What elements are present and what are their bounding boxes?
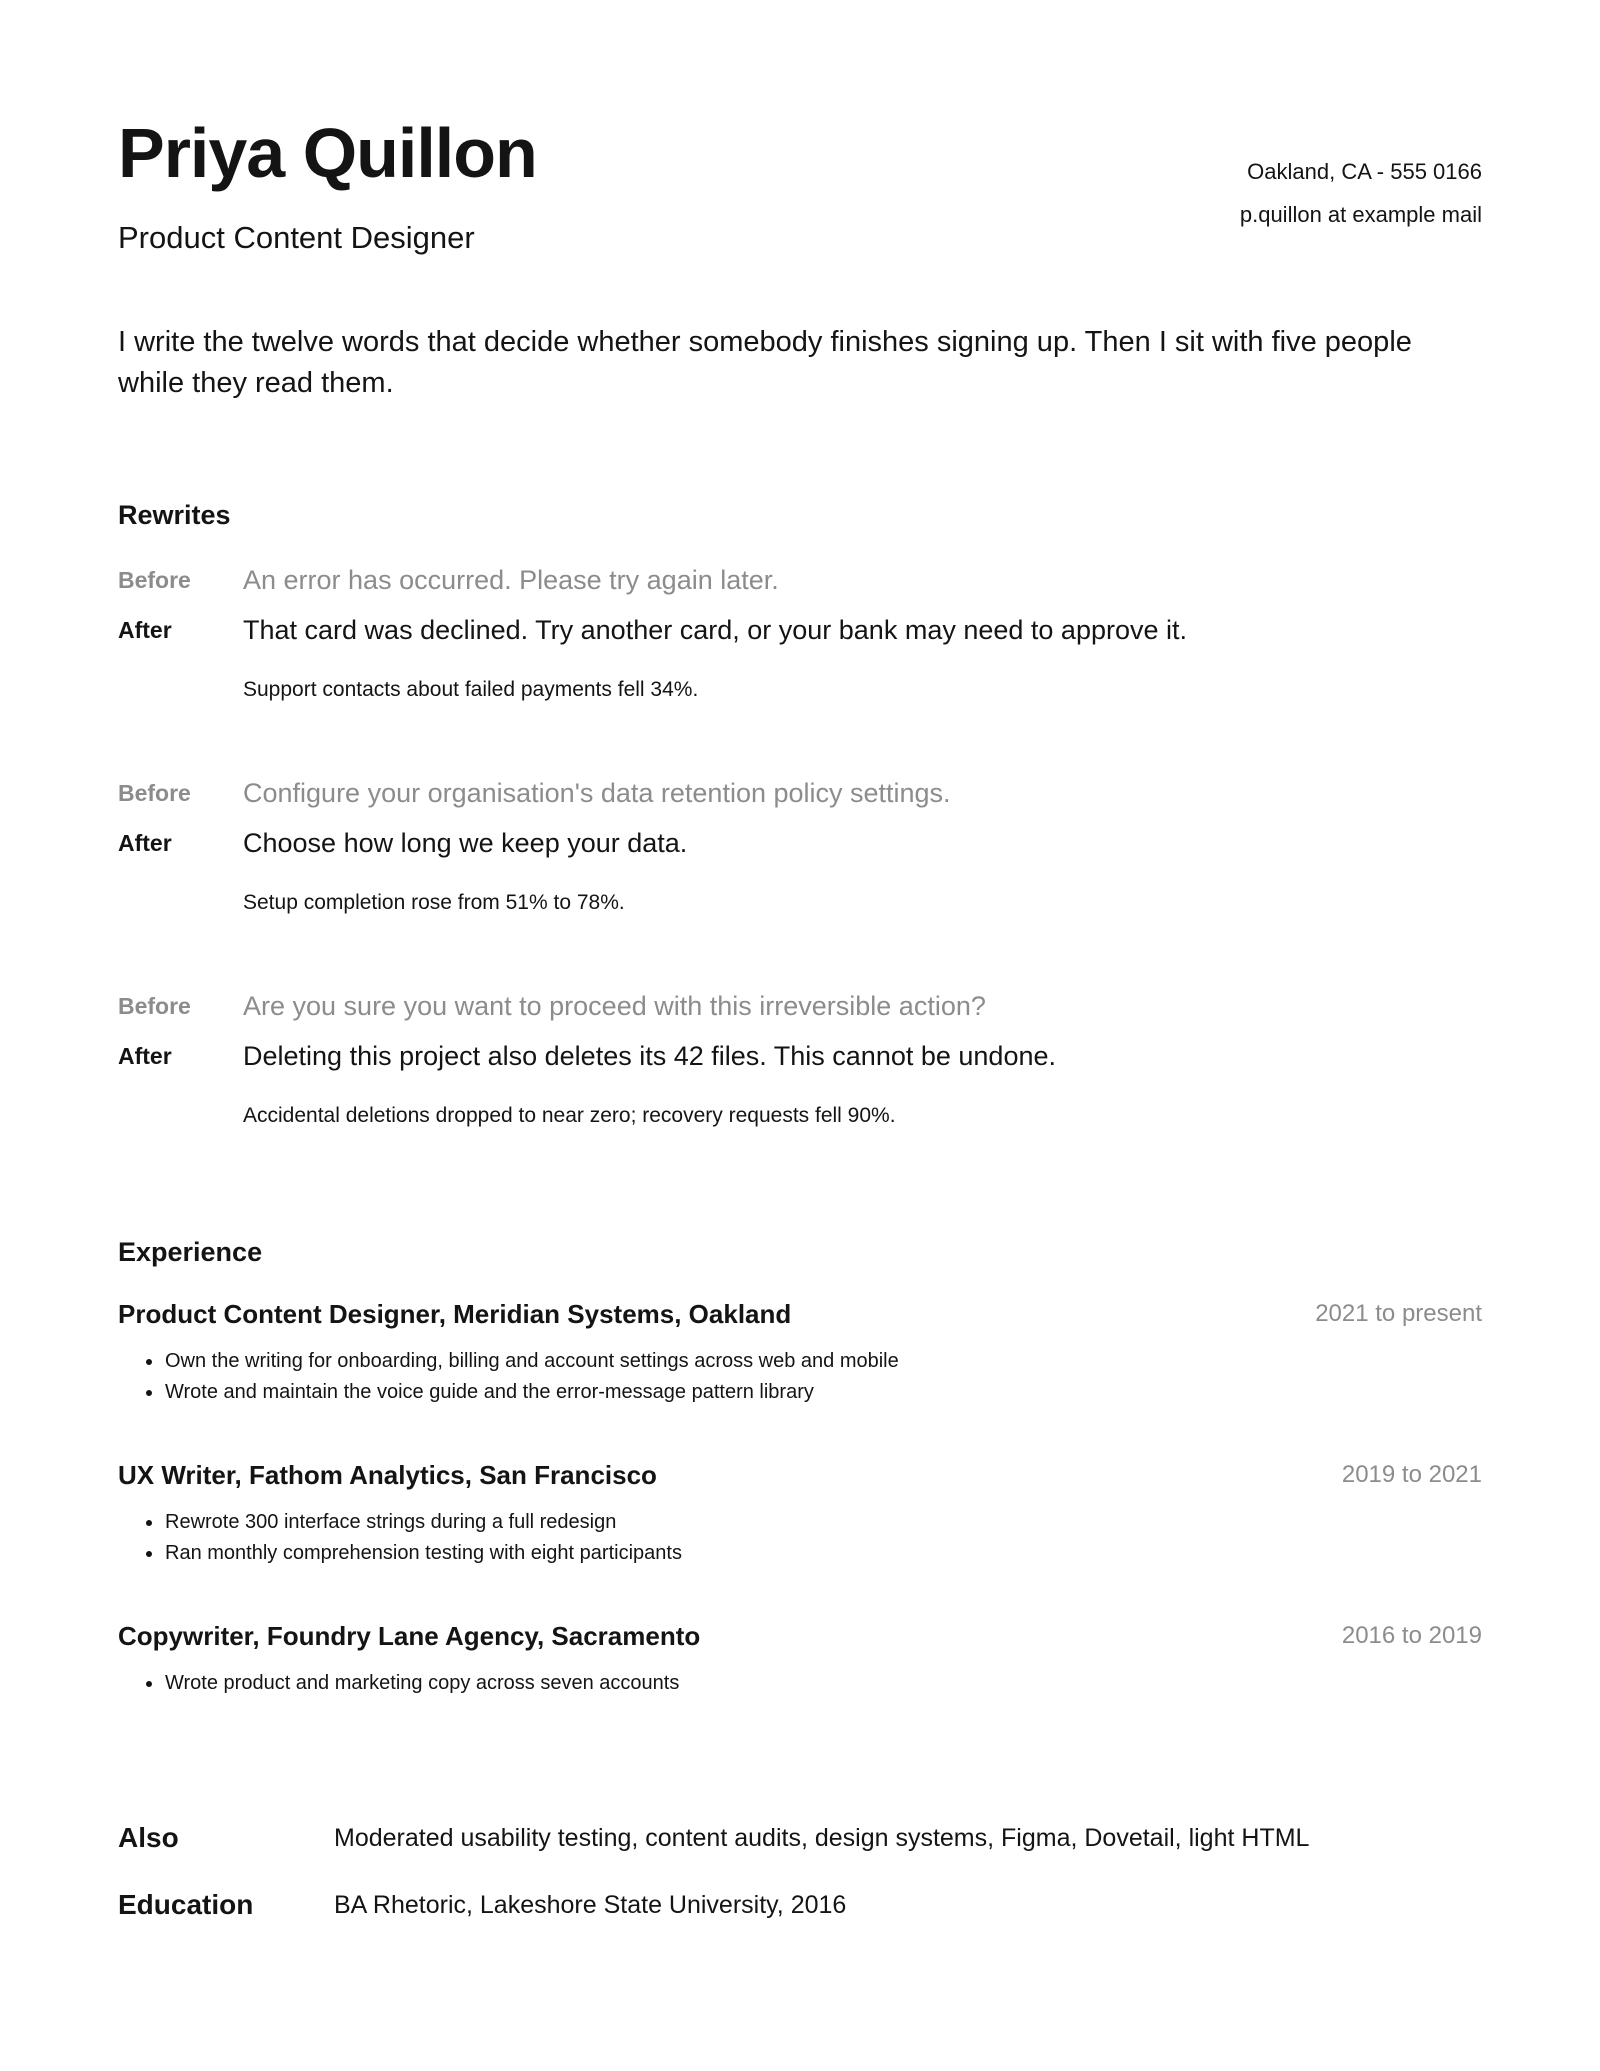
education-row: [118, 1885, 1482, 1925]
before-text: Are you sure you want to proceed with this irreversible action?: [243, 991, 986, 1021]
after-label: After: [118, 617, 172, 643]
candidate-name: Priya Quillon: [118, 114, 537, 192]
job-bullets: [146, 1507, 682, 1569]
before-label: Before: [118, 780, 191, 806]
job-bullet: Wrote and maintain the voice guide and the error-message pattern library: [146, 1377, 899, 1408]
rewrite-after: [118, 612, 1482, 648]
candidate-role: Product Content Designer: [118, 220, 475, 255]
job-title: UX Writer, Fathom Analytics, San Francisco: [118, 1460, 657, 1490]
contact-block: [1240, 150, 1482, 236]
job-title: Copywriter, Foundry Lane Agency, Sacramento: [118, 1621, 701, 1651]
rewrite-result: Setup completion rose from 51% to 78%.: [243, 891, 625, 914]
after-text: Deleting this project also deletes its 42 files. This cannot be undone.: [243, 1041, 1056, 1071]
job-dates: 2016 to 2019: [1341, 1622, 1482, 1649]
also-row: [118, 1818, 1482, 1858]
rewrite-after: [118, 825, 1482, 861]
education-label: Education: [118, 1889, 254, 1920]
also-label: Also: [118, 1822, 179, 1853]
also-text: Moderated usability testing, content audits, design systems, Figma, Dovetail, light HTML: [334, 1824, 1310, 1852]
rewrite-after: [118, 1038, 1482, 1074]
education-text: BA Rhetoric, Lakeshore State University, 2016: [334, 1891, 847, 1919]
job-bullet: Own the writing for onboarding, billing and account settings across web and mobile: [146, 1346, 899, 1377]
after-label: After: [118, 830, 172, 856]
job-dates: 2021 to present: [1315, 1300, 1482, 1327]
job-bullets: [146, 1668, 679, 1699]
job-bullet: Wrote product and marketing copy across seven accounts: [146, 1668, 679, 1699]
job-bullets: [146, 1346, 899, 1408]
job-bullet: Ran monthly comprehension testing with eight participants: [146, 1538, 682, 1569]
email: p.quillon at example mail: [1239, 202, 1482, 227]
rewrites-heading: Rewrites: [118, 500, 231, 530]
job-dates: 2019 to 2021: [1341, 1461, 1482, 1488]
rewrite-result: Support contacts about failed payments fell 34%.: [243, 678, 699, 701]
after-text: That card was declined. Try another card, or your bank may need to approve it.: [243, 615, 1187, 645]
rewrite-before: [118, 562, 1482, 598]
after-label: After: [118, 1043, 172, 1069]
resume-page: [118, 0, 1482, 2071]
before-label: Before: [118, 567, 191, 593]
summary: I write the twelve words that decide whether somebody finishes signing up. Then I sit with five people while they read them.: [118, 326, 1412, 399]
job-bullet: Rewrote 300 interface strings during a full redesign: [146, 1507, 682, 1538]
rewrite-result: Accidental deletions dropped to near zero; recovery requests fell 90%.: [243, 1104, 896, 1127]
before-label: Before: [118, 993, 191, 1019]
location-phone: Oakland, CA - 555 0166: [1247, 159, 1482, 184]
rewrite-before: [118, 775, 1482, 811]
before-text: Configure your organisation's data retention policy settings.: [243, 778, 951, 808]
rewrite-before: [118, 988, 1482, 1024]
after-text: Choose how long we keep your data.: [243, 828, 688, 858]
before-text: An error has occurred. Please try again later.: [243, 565, 779, 595]
job-title: Product Content Designer, Meridian Systems, Oakland: [118, 1299, 792, 1329]
experience-heading: Experience: [118, 1237, 263, 1267]
